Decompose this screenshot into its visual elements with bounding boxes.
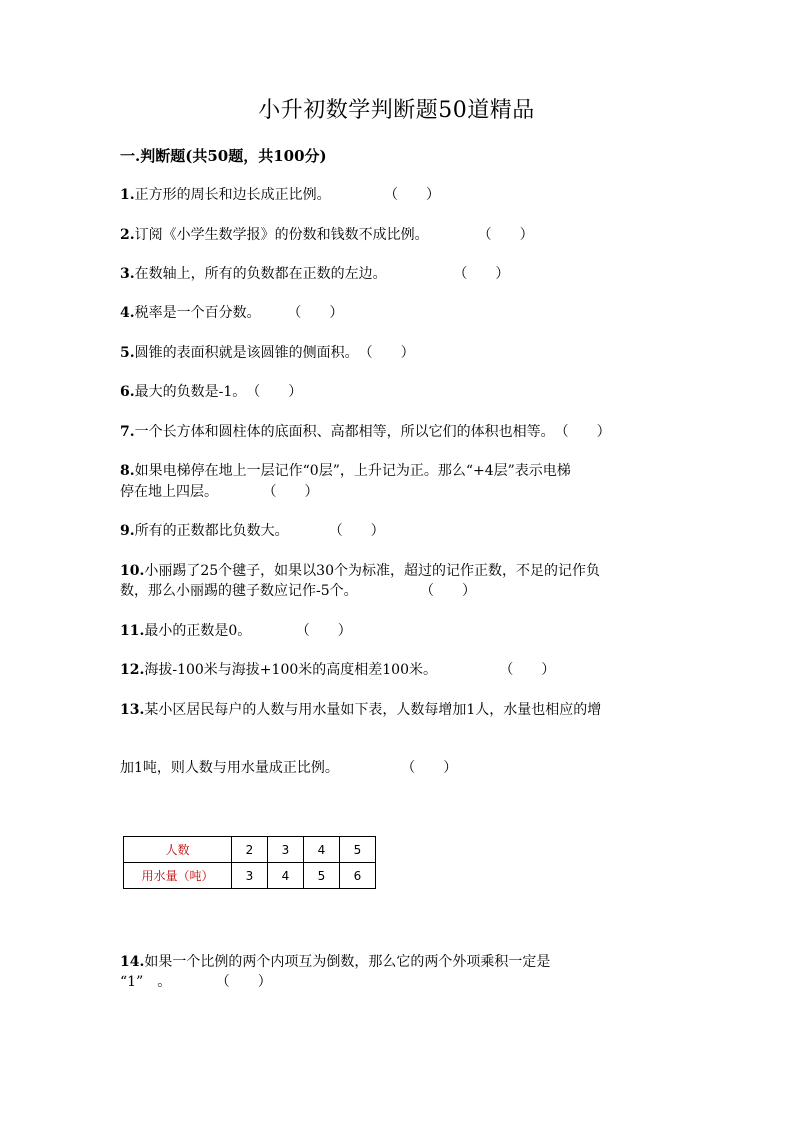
question-8 bbox=[120, 461, 680, 481]
water-usage-table bbox=[123, 836, 376, 889]
question-12 bbox=[120, 660, 680, 680]
answer-paren[interactable]: （ ） bbox=[215, 974, 272, 990]
answer-paren[interactable]: （ ） bbox=[295, 623, 352, 639]
section-heading: 一.判断题(共50题，共100分) bbox=[120, 147, 327, 165]
question-number: 7. bbox=[120, 424, 135, 440]
question-text-cont: 加1吨，则人数与用水量成正比例。 bbox=[120, 760, 339, 776]
page-title: 小升初数学判断题50道精品 bbox=[258, 98, 535, 123]
question-text-cont: 停在地上四层。 bbox=[120, 484, 218, 500]
question-text: 海拔-100米与海拔+100米的高度相差100米。 bbox=[144, 662, 437, 678]
table-cell: 5 bbox=[304, 863, 340, 889]
answer-paren[interactable]: （ ） bbox=[262, 484, 319, 500]
question-13 bbox=[120, 700, 680, 720]
answer-paren[interactable]: （ ） bbox=[499, 662, 556, 678]
table-cell: 4 bbox=[304, 837, 340, 863]
answer-paren[interactable]: （ ） bbox=[453, 266, 510, 282]
question-number: 4. bbox=[120, 305, 135, 321]
question-text: 所有的正数都比负数大。 bbox=[134, 523, 289, 539]
question-number: 9. bbox=[120, 523, 135, 539]
question-6 bbox=[120, 382, 680, 402]
answer-paren[interactable]: （ ） bbox=[384, 187, 441, 203]
question-text: 圆锥的表面积就是该圆锥的侧面积。 bbox=[134, 345, 359, 361]
question-number: 6. bbox=[120, 384, 135, 400]
question-9 bbox=[120, 521, 680, 541]
question-8-line-2 bbox=[120, 482, 319, 502]
question-number: 1. bbox=[120, 187, 135, 203]
question-text: 一个长方体和圆柱体的底面积、高都相等，所以它们的体积也相等。 bbox=[134, 424, 555, 440]
answer-paren[interactable]: （ ） bbox=[246, 384, 303, 400]
question-text: 最小的正数是0。 bbox=[144, 623, 252, 639]
question-text: 正方形的周长和边长成正比例。 bbox=[134, 187, 331, 203]
question-number: 8. bbox=[120, 463, 135, 479]
question-text: 小丽踢了25个毽子，如果以30个为标准，超过的记作正数，不足的记作负 bbox=[144, 563, 600, 579]
question-text-cont: “1” 。 bbox=[120, 974, 172, 990]
question-text: 如果一个比例的两个内项互为倒数，那么它的两个外项乘积一定是 bbox=[144, 954, 551, 970]
question-13-line-2 bbox=[120, 758, 457, 778]
question-text: 在数轴上，所有的负数都在正数的左边。 bbox=[134, 266, 387, 282]
question-number: 5. bbox=[120, 345, 135, 361]
row-label: 人数 bbox=[124, 837, 232, 863]
table-cell: 5 bbox=[340, 837, 376, 863]
question-text: 最大的负数是-1。 bbox=[134, 384, 247, 400]
table-cell: 4 bbox=[268, 863, 304, 889]
answer-paren[interactable]: （ ） bbox=[401, 760, 458, 776]
table-cell: 3 bbox=[232, 863, 268, 889]
question-text: 某小区居民每户的人数与用水量如下表，人数每增加1人，水量也相应的增 bbox=[144, 702, 602, 718]
table-row bbox=[124, 837, 376, 863]
question-14-line-2 bbox=[120, 972, 272, 992]
table-cell: 6 bbox=[340, 863, 376, 889]
question-text: 税率是一个百分数。 bbox=[134, 305, 261, 321]
answer-paren[interactable]: （ ） bbox=[358, 345, 415, 361]
question-4 bbox=[120, 303, 680, 323]
question-number: 3. bbox=[120, 266, 135, 282]
table-cell: 2 bbox=[232, 837, 268, 863]
question-3 bbox=[120, 264, 680, 284]
question-11 bbox=[120, 621, 680, 641]
question-14 bbox=[120, 952, 680, 972]
question-number: 13. bbox=[120, 702, 145, 718]
question-number: 14. bbox=[120, 954, 145, 970]
question-2 bbox=[120, 225, 680, 245]
row-label: 用水量（吨） bbox=[124, 863, 232, 889]
question-text-cont: 数，那么小丽踢的毽子数应记作-5个。 bbox=[120, 583, 358, 599]
answer-paren[interactable]: （ ） bbox=[554, 424, 611, 440]
question-10 bbox=[120, 561, 680, 581]
question-1 bbox=[120, 185, 680, 205]
answer-paren[interactable]: （ ） bbox=[477, 227, 534, 243]
answer-paren[interactable]: （ ） bbox=[287, 305, 344, 321]
question-number: 2. bbox=[120, 227, 135, 243]
question-10-line-2 bbox=[120, 581, 476, 601]
table-cell: 3 bbox=[268, 837, 304, 863]
question-text: 订阅《小学生数学报》的份数和钱数不成比例。 bbox=[134, 227, 429, 243]
question-number: 10. bbox=[120, 563, 145, 579]
question-7 bbox=[120, 422, 680, 442]
answer-paren[interactable]: （ ） bbox=[419, 583, 476, 599]
answer-paren[interactable]: （ ） bbox=[328, 523, 385, 539]
table-row bbox=[124, 863, 376, 889]
question-number: 11. bbox=[120, 623, 145, 639]
question-text: 如果电梯停在地上一层记作“0层”，上升记为正。那么“+4层”表示电梯 bbox=[134, 463, 571, 479]
question-number: 12. bbox=[120, 662, 145, 678]
question-5 bbox=[120, 343, 680, 363]
